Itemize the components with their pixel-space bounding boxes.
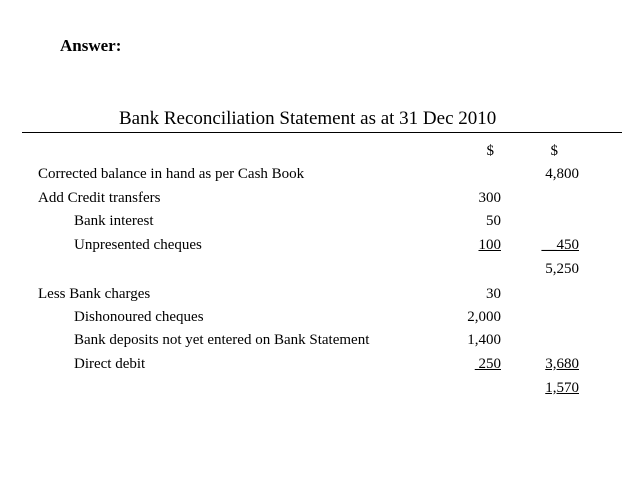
row-label: Bank deposits not yet entered on Bank Statement	[74, 332, 370, 348]
row-label: Unpresented cheques	[74, 237, 202, 253]
row-cash-book-balance	[0, 166, 638, 188]
row-label: Direct debit	[74, 356, 146, 372]
row-label: Bank interest	[74, 213, 154, 229]
row-amount-col1: 300	[478, 190, 501, 206]
row-label: Corrected balance in hand as per Cash Book	[38, 166, 305, 182]
currency-header-col2: $	[550, 143, 558, 159]
row-amount-col2: 4,800	[545, 166, 579, 182]
row-final-balance	[0, 380, 638, 402]
row-amount-col2: 5,250	[545, 261, 579, 277]
currency-header-row	[0, 143, 638, 165]
row-bank-deposits	[0, 332, 638, 354]
row-amount-col1: 2,000	[467, 309, 501, 325]
currency-header-col1: $	[486, 143, 494, 159]
row-subtotal	[0, 261, 638, 283]
row-label: Less Bank charges	[38, 286, 151, 302]
row-amount-col2: 3,680	[545, 356, 579, 372]
row-bank-interest	[0, 213, 638, 235]
row-label: Add Credit transfers	[38, 190, 161, 206]
row-amount-col1: 50	[486, 213, 501, 229]
row-amount-col1: 250	[474, 356, 501, 372]
row-bank-charges	[0, 286, 638, 308]
row-direct-debit	[0, 356, 638, 378]
row-label: Dishonoured cheques	[74, 309, 204, 325]
title-divider	[22, 132, 622, 133]
row-amount-col2: __450	[541, 237, 579, 253]
row-amount-col1: 30	[486, 286, 501, 302]
row-dishonoured-cheques	[0, 309, 638, 331]
row-credit-transfers	[0, 190, 638, 212]
row-amount-col2: 1,570	[545, 380, 579, 396]
statement-title: Bank Reconciliation Statement as at 31 Dec 2010	[119, 108, 497, 129]
row-amount-col1: 100	[478, 237, 501, 253]
row-amount-col1: 1,400	[467, 332, 501, 348]
row-unpresented-cheques	[0, 237, 638, 259]
answer-heading: Answer:	[60, 36, 122, 55]
